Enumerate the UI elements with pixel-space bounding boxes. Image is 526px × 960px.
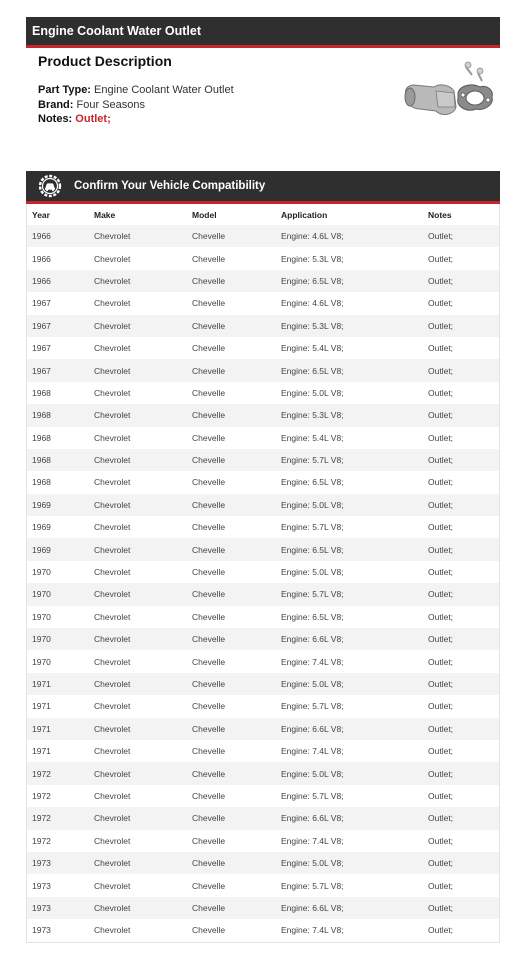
cell-year: 1970 bbox=[27, 650, 94, 672]
cell-year: 1969 bbox=[27, 516, 94, 538]
cell-model: Chevelle bbox=[192, 650, 281, 672]
cell-year: 1973 bbox=[27, 852, 94, 874]
cell-application: Engine: 6.5L V8; bbox=[281, 270, 428, 292]
cell-application: Engine: 5.7L V8; bbox=[281, 583, 428, 605]
cell-model: Chevelle bbox=[192, 471, 281, 493]
table-row bbox=[27, 695, 499, 717]
table-row bbox=[27, 650, 499, 672]
cell-application: Engine: 6.6L V8; bbox=[281, 807, 428, 829]
cell-notes: Outlet; bbox=[428, 247, 499, 269]
cell-make: Chevrolet bbox=[94, 449, 192, 471]
cell-make: Chevrolet bbox=[94, 919, 192, 941]
cell-year: 1968 bbox=[27, 427, 94, 449]
table-row bbox=[27, 897, 499, 919]
cell-application: Engine: 5.7L V8; bbox=[281, 874, 428, 896]
cell-notes: Outlet; bbox=[428, 337, 499, 359]
cell-make: Chevrolet bbox=[94, 404, 192, 426]
cell-make: Chevrolet bbox=[94, 270, 192, 292]
cell-application: Engine: 6.5L V8; bbox=[281, 538, 428, 560]
cell-notes: Outlet; bbox=[428, 673, 499, 695]
cell-make: Chevrolet bbox=[94, 852, 192, 874]
cell-notes: Outlet; bbox=[428, 650, 499, 672]
cell-application: Engine: 6.5L V8; bbox=[281, 471, 428, 493]
cell-model: Chevelle bbox=[192, 404, 281, 426]
cell-model: Chevelle bbox=[192, 583, 281, 605]
cell-make: Chevrolet bbox=[94, 650, 192, 672]
cell-make: Chevrolet bbox=[94, 830, 192, 852]
cell-model: Chevelle bbox=[192, 897, 281, 919]
table-row bbox=[27, 673, 499, 695]
cell-model: Chevelle bbox=[192, 382, 281, 404]
table-row bbox=[27, 785, 499, 807]
cell-make: Chevrolet bbox=[94, 897, 192, 919]
cell-model: Chevelle bbox=[192, 494, 281, 516]
cell-make: Chevrolet bbox=[94, 427, 192, 449]
cell-application: Engine: 5.0L V8; bbox=[281, 762, 428, 784]
cell-year: 1971 bbox=[27, 673, 94, 695]
cell-application: Engine: 6.6L V8; bbox=[281, 628, 428, 650]
cell-make: Chevrolet bbox=[94, 583, 192, 605]
cell-notes: Outlet; bbox=[428, 427, 499, 449]
cell-year: 1971 bbox=[27, 695, 94, 717]
cell-make: Chevrolet bbox=[94, 471, 192, 493]
cell-make: Chevrolet bbox=[94, 561, 192, 583]
cell-model: Chevelle bbox=[192, 785, 281, 807]
table-row bbox=[27, 538, 499, 560]
cell-year: 1973 bbox=[27, 897, 94, 919]
table-row bbox=[27, 606, 499, 628]
table-header-row bbox=[27, 204, 499, 225]
table-row bbox=[27, 830, 499, 852]
part-type-line bbox=[38, 83, 234, 98]
cell-year: 1968 bbox=[27, 382, 94, 404]
cell-notes: Outlet; bbox=[428, 606, 499, 628]
cell-make: Chevrolet bbox=[94, 762, 192, 784]
table-row bbox=[27, 583, 499, 605]
cell-application: Engine: 5.0L V8; bbox=[281, 561, 428, 583]
cell-make: Chevrolet bbox=[94, 740, 192, 762]
table-row bbox=[27, 292, 499, 314]
cell-application: Engine: 5.7L V8; bbox=[281, 785, 428, 807]
cell-model: Chevelle bbox=[192, 762, 281, 784]
cell-model: Chevelle bbox=[192, 292, 281, 314]
cell-notes: Outlet; bbox=[428, 807, 499, 829]
description-details bbox=[38, 83, 234, 127]
table-row bbox=[27, 427, 499, 449]
cell-make: Chevrolet bbox=[94, 628, 192, 650]
cell-model: Chevelle bbox=[192, 852, 281, 874]
cell-notes: Outlet; bbox=[428, 852, 499, 874]
table-row bbox=[27, 494, 499, 516]
cell-notes: Outlet; bbox=[428, 270, 499, 292]
table-row bbox=[27, 359, 499, 381]
column-header-model: Model bbox=[192, 204, 281, 225]
table-row bbox=[27, 740, 499, 762]
cell-make: Chevrolet bbox=[94, 538, 192, 560]
cell-make: Chevrolet bbox=[94, 247, 192, 269]
column-header-application: Application bbox=[281, 204, 428, 225]
cell-model: Chevelle bbox=[192, 919, 281, 941]
table-row bbox=[27, 762, 499, 784]
cell-application: Engine: 5.0L V8; bbox=[281, 673, 428, 695]
column-header-make: Make bbox=[94, 204, 192, 225]
compatibility-table-container bbox=[26, 204, 500, 943]
cell-notes: Outlet; bbox=[428, 404, 499, 426]
cell-application: Engine: 4.6L V8; bbox=[281, 292, 428, 314]
cell-notes: Outlet; bbox=[428, 830, 499, 852]
cell-year: 1969 bbox=[27, 494, 94, 516]
cell-model: Chevelle bbox=[192, 337, 281, 359]
cell-application: Engine: 6.6L V8; bbox=[281, 718, 428, 740]
cell-year: 1970 bbox=[27, 561, 94, 583]
brand-line bbox=[38, 98, 234, 113]
cell-make: Chevrolet bbox=[94, 315, 192, 337]
cell-make: Chevrolet bbox=[94, 225, 192, 247]
cell-application: Engine: 5.3L V8; bbox=[281, 247, 428, 269]
cell-make: Chevrolet bbox=[94, 494, 192, 516]
cell-make: Chevrolet bbox=[94, 292, 192, 314]
table-row bbox=[27, 874, 499, 896]
cell-application: Engine: 7.4L V8; bbox=[281, 650, 428, 672]
cell-make: Chevrolet bbox=[94, 359, 192, 381]
cell-notes: Outlet; bbox=[428, 382, 499, 404]
table-row bbox=[27, 919, 499, 941]
cell-year: 1967 bbox=[27, 292, 94, 314]
cell-year: 1970 bbox=[27, 606, 94, 628]
cell-notes: Outlet; bbox=[428, 919, 499, 941]
table-row bbox=[27, 270, 499, 292]
brand-value: Four Seasons bbox=[76, 98, 145, 111]
cell-notes: Outlet; bbox=[428, 561, 499, 583]
cell-year: 1972 bbox=[27, 830, 94, 852]
cell-application: Engine: 6.5L V8; bbox=[281, 606, 428, 628]
cell-notes: Outlet; bbox=[428, 538, 499, 560]
cell-model: Chevelle bbox=[192, 718, 281, 740]
table-row bbox=[27, 718, 499, 740]
gear-car-icon bbox=[38, 174, 62, 198]
cell-notes: Outlet; bbox=[428, 516, 499, 538]
table-row bbox=[27, 382, 499, 404]
cell-year: 1968 bbox=[27, 404, 94, 426]
cell-year: 1971 bbox=[27, 718, 94, 740]
column-header-year: Year bbox=[27, 204, 94, 225]
table-row bbox=[27, 516, 499, 538]
cell-year: 1967 bbox=[27, 359, 94, 381]
part-type-value: Engine Coolant Water Outlet bbox=[94, 84, 234, 96]
compatibility-header bbox=[26, 171, 500, 204]
cell-year: 1968 bbox=[27, 471, 94, 493]
cell-year: 1970 bbox=[27, 628, 94, 650]
cell-year: 1969 bbox=[27, 538, 94, 560]
compatibility-title: Confirm Your Vehicle Compatibility bbox=[74, 180, 266, 192]
cell-make: Chevrolet bbox=[94, 606, 192, 628]
cell-notes: Outlet; bbox=[428, 315, 499, 337]
cell-application: Engine: 5.4L V8; bbox=[281, 337, 428, 359]
cell-application: Engine: 5.3L V8; bbox=[281, 315, 428, 337]
water-outlet-image bbox=[400, 55, 498, 125]
cell-application: Engine: 5.4L V8; bbox=[281, 427, 428, 449]
cell-notes: Outlet; bbox=[428, 740, 499, 762]
cell-application: Engine: 5.0L V8; bbox=[281, 494, 428, 516]
cell-make: Chevrolet bbox=[94, 337, 192, 359]
table-row bbox=[27, 315, 499, 337]
cell-model: Chevelle bbox=[192, 315, 281, 337]
cell-application: Engine: 5.0L V8; bbox=[281, 382, 428, 404]
part-type-label: Part Type: bbox=[38, 84, 91, 96]
cell-make: Chevrolet bbox=[94, 807, 192, 829]
cell-notes: Outlet; bbox=[428, 897, 499, 919]
cell-model: Chevelle bbox=[192, 673, 281, 695]
cell-year: 1972 bbox=[27, 785, 94, 807]
cell-notes: Outlet; bbox=[428, 494, 499, 516]
notes-label: Notes: bbox=[38, 113, 73, 125]
cell-year: 1970 bbox=[27, 583, 94, 605]
table-body bbox=[27, 225, 499, 942]
brand-label: Brand: bbox=[38, 98, 74, 111]
cell-application: Engine: 5.7L V8; bbox=[281, 695, 428, 717]
table-row bbox=[27, 628, 499, 650]
cell-application: Engine: 7.4L V8; bbox=[281, 740, 428, 762]
cell-make: Chevrolet bbox=[94, 874, 192, 896]
cell-year: 1966 bbox=[27, 225, 94, 247]
cell-model: Chevelle bbox=[192, 740, 281, 762]
cell-notes: Outlet; bbox=[428, 292, 499, 314]
product-title: Engine Coolant Water Outlet bbox=[32, 24, 201, 38]
cell-notes: Outlet; bbox=[428, 762, 499, 784]
cell-year: 1973 bbox=[27, 919, 94, 941]
cell-year: 1966 bbox=[27, 247, 94, 269]
cell-year: 1968 bbox=[27, 449, 94, 471]
table-row bbox=[27, 471, 499, 493]
cell-application: Engine: 6.6L V8; bbox=[281, 897, 428, 919]
notes-value: Outlet; bbox=[75, 113, 111, 125]
cell-model: Chevelle bbox=[192, 516, 281, 538]
cell-make: Chevrolet bbox=[94, 382, 192, 404]
cell-year: 1972 bbox=[27, 807, 94, 829]
cell-application: Engine: 7.4L V8; bbox=[281, 919, 428, 941]
table-row bbox=[27, 225, 499, 247]
cell-application: Engine: 5.7L V8; bbox=[281, 449, 428, 471]
cell-application: Engine: 5.7L V8; bbox=[281, 516, 428, 538]
cell-model: Chevelle bbox=[192, 270, 281, 292]
cell-notes: Outlet; bbox=[428, 225, 499, 247]
cell-year: 1972 bbox=[27, 762, 94, 784]
cell-year: 1971 bbox=[27, 740, 94, 762]
table-row bbox=[27, 561, 499, 583]
column-header-notes: Notes bbox=[428, 204, 499, 225]
table-row bbox=[27, 807, 499, 829]
cell-model: Chevelle bbox=[192, 538, 281, 560]
cell-notes: Outlet; bbox=[428, 449, 499, 471]
cell-model: Chevelle bbox=[192, 695, 281, 717]
product-title-bar bbox=[26, 17, 500, 48]
cell-application: Engine: 4.6L V8; bbox=[281, 225, 428, 247]
cell-model: Chevelle bbox=[192, 449, 281, 471]
compatibility-table bbox=[27, 204, 499, 942]
cell-year: 1967 bbox=[27, 315, 94, 337]
cell-model: Chevelle bbox=[192, 628, 281, 650]
description-heading: Product Description bbox=[38, 53, 172, 69]
cell-make: Chevrolet bbox=[94, 718, 192, 740]
cell-model: Chevelle bbox=[192, 606, 281, 628]
cell-model: Chevelle bbox=[192, 247, 281, 269]
cell-model: Chevelle bbox=[192, 807, 281, 829]
cell-notes: Outlet; bbox=[428, 785, 499, 807]
cell-model: Chevelle bbox=[192, 225, 281, 247]
cell-application: Engine: 5.0L V8; bbox=[281, 852, 428, 874]
table-row bbox=[27, 852, 499, 874]
cell-notes: Outlet; bbox=[428, 718, 499, 740]
notes-line bbox=[38, 112, 234, 127]
cell-notes: Outlet; bbox=[428, 628, 499, 650]
cell-notes: Outlet; bbox=[428, 874, 499, 896]
table-row bbox=[27, 247, 499, 269]
cell-notes: Outlet; bbox=[428, 695, 499, 717]
cell-model: Chevelle bbox=[192, 359, 281, 381]
cell-model: Chevelle bbox=[192, 561, 281, 583]
cell-notes: Outlet; bbox=[428, 359, 499, 381]
cell-year: 1966 bbox=[27, 270, 94, 292]
table-row bbox=[27, 337, 499, 359]
cell-application: Engine: 6.5L V8; bbox=[281, 359, 428, 381]
table-row bbox=[27, 449, 499, 471]
cell-notes: Outlet; bbox=[428, 583, 499, 605]
cell-model: Chevelle bbox=[192, 427, 281, 449]
cell-make: Chevrolet bbox=[94, 785, 192, 807]
cell-year: 1967 bbox=[27, 337, 94, 359]
cell-application: Engine: 7.4L V8; bbox=[281, 830, 428, 852]
cell-make: Chevrolet bbox=[94, 516, 192, 538]
table-row bbox=[27, 404, 499, 426]
cell-model: Chevelle bbox=[192, 830, 281, 852]
cell-make: Chevrolet bbox=[94, 695, 192, 717]
cell-year: 1973 bbox=[27, 874, 94, 896]
cell-notes: Outlet; bbox=[428, 471, 499, 493]
cell-make: Chevrolet bbox=[94, 673, 192, 695]
cell-model: Chevelle bbox=[192, 874, 281, 896]
cell-application: Engine: 5.3L V8; bbox=[281, 404, 428, 426]
